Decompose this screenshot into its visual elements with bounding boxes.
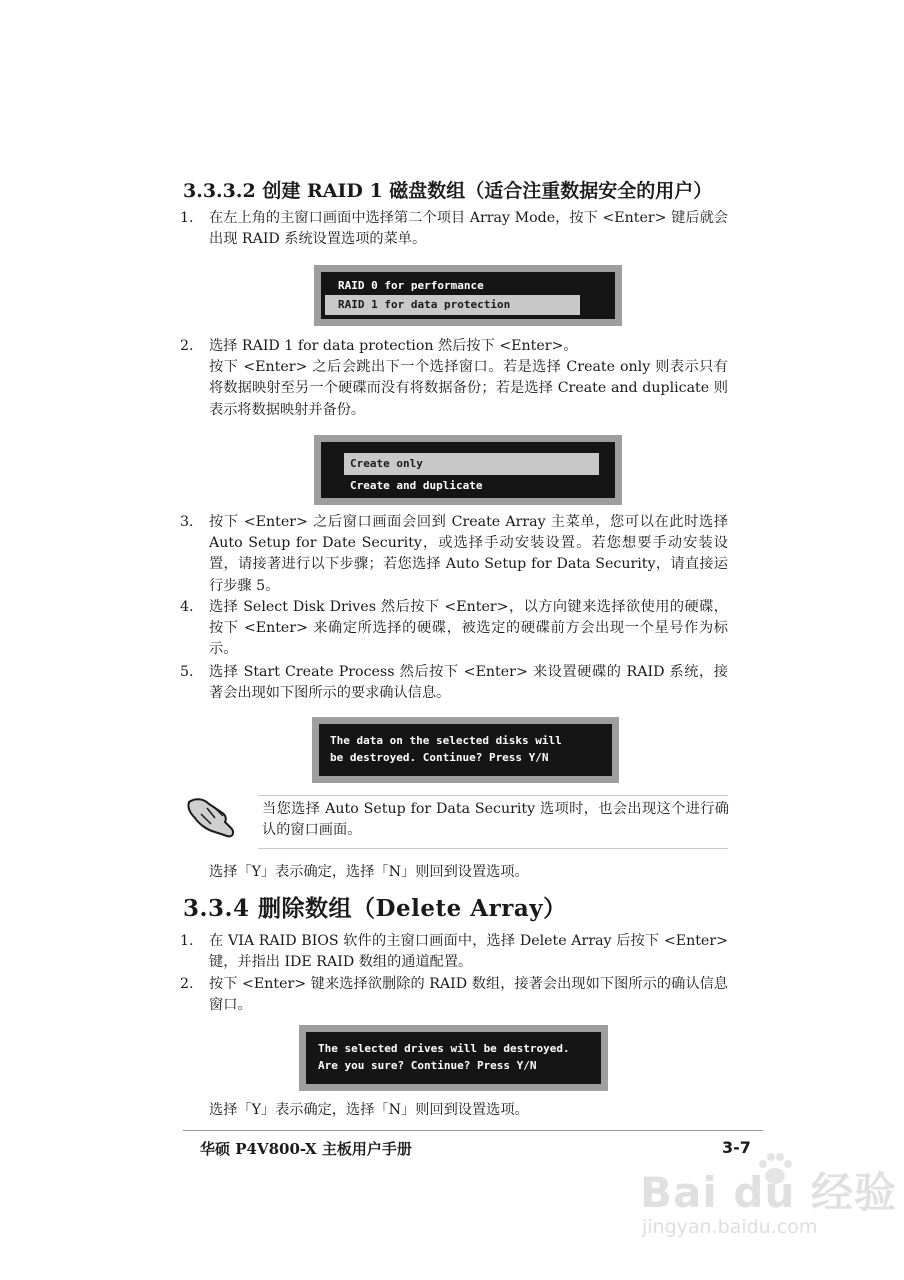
footer-divider — [183, 1130, 763, 1131]
watermark-logo: Bai du 经验 — [640, 1168, 897, 1217]
after-delete-text — [180, 1100, 728, 1121]
step-2-select-raid1 — [180, 336, 728, 421]
section-heading-raid1: 3.3.3.2 创建 RAID 1 磁盘数组（适合注重数据安全的用户） — [183, 180, 713, 202]
note-text — [233, 799, 729, 841]
step-text: 选择 RAID 1 for data protection 然后按下 <Enter>。 — [209, 338, 578, 354]
step-text: 在左上角的主窗口画面中选择第二个项目 Array Mode，按下 <Enter> 键后就会出现 RAID 系统设置选项的菜单。 — [209, 210, 728, 248]
create-mode-menu — [314, 435, 622, 505]
menu-option-create-only-selected[interactable]: Create only — [344, 453, 599, 475]
step-number: 2. — [180, 338, 194, 354]
section-heading-delete-array: 3.3.4 删除数组（Delete Array） — [183, 895, 567, 922]
step-number: 5. — [180, 664, 194, 680]
step-5-start-create — [180, 662, 728, 704]
step-1-array-mode — [180, 208, 728, 250]
note-divider-top — [258, 795, 728, 796]
confirm-instruction: 选择「Y」表示确定，选择「N」则回到设置选项。 — [209, 1102, 529, 1118]
confirm-line-2: Are you sure? Continue? Press Y/N — [318, 1059, 537, 1072]
page-number: 3-7 — [722, 1138, 751, 1157]
step-text: 在 VIA RAID BIOS 软件的主窗口画面中，选择 Delete Array 后按下 <Enter> 键，并指出 IDE RAID 数组的通道配置。 — [209, 933, 728, 971]
after-note-text — [180, 862, 728, 883]
confirm-line-1: The selected drives will be destroyed. — [318, 1042, 570, 1055]
step-text: 按下 <Enter> 之后窗口画面会回到 Create Array 主菜单，您可以在此时选择 Auto Setup for Date Security，或选择手动安装设置。若您想要手动安装设置，请接著进行以下步骤；若您选择 Auto Setup for Data Security，请直接运行步骤 5。 — [209, 514, 728, 594]
step-number: 1. — [180, 933, 194, 949]
delete-step-1 — [180, 931, 728, 973]
menu-option-raid1-selected[interactable]: RAID 1 for data protection — [325, 295, 580, 315]
note-divider-bottom — [258, 848, 728, 849]
step-text: 选择 Select Disk Drives 然后按下 <Enter>，以方向键来选择欲使用的硬碟，按下 <Enter> 来确定所选择的硬碟，被选定的硬碟前方会出现一个星号作为标示。 — [209, 599, 728, 658]
step-text: 选择 Start Create Process 然后按下 <Enter> 来设置硬碟的 RAID 系统，接著会出现如下图所示的要求确认信息。 — [209, 664, 728, 702]
confirm-line-1: The data on the selected disks will — [330, 734, 562, 747]
raid-mode-menu — [314, 265, 622, 326]
watermark-url: jingyan.baidu.com — [642, 1216, 818, 1238]
step-number: 3. — [180, 514, 194, 530]
step-4-select-disk-drives — [180, 597, 728, 661]
step-text-continued: 按下 <Enter> 之后会跳出下一个选择窗口。若是选择 Create only 则表示只有将数据映射至另一个硬碟而没有将数据备份；若是选择 Create and duplicate 则表示将数据映射并备份。 — [209, 359, 728, 418]
confirm-destroy-dialog-2 — [299, 1025, 608, 1091]
confirm-instruction: 选择「Y」表示确定，选择「N」则回到设置选项。 — [209, 864, 529, 880]
delete-step-2 — [180, 974, 728, 1016]
step-text: 按下 <Enter> 键来选择欲删除的 RAID 数组，接著会出现如下图所示的确认信息窗口。 — [209, 976, 728, 1014]
step-number: 4. — [180, 599, 194, 615]
footer-manual-title: 华硕 P4V800-X 主板用户手册 — [200, 1140, 412, 1158]
confirm-line-2: be destroyed. Continue? Press Y/N — [330, 751, 549, 764]
step-number: 1. — [180, 210, 194, 226]
confirm-destroy-dialog-1 — [312, 717, 619, 783]
note-body: 当您选择 Auto Setup for Data Security 选项时，也会出现这个进行确认的窗口画面。 — [262, 801, 729, 839]
menu-option-raid0[interactable]: RAID 0 for performance — [338, 279, 484, 292]
menu-option-create-and-duplicate[interactable]: Create and duplicate — [350, 479, 483, 492]
step-number: 2. — [180, 976, 194, 992]
step-3-auto-setup — [180, 512, 728, 597]
